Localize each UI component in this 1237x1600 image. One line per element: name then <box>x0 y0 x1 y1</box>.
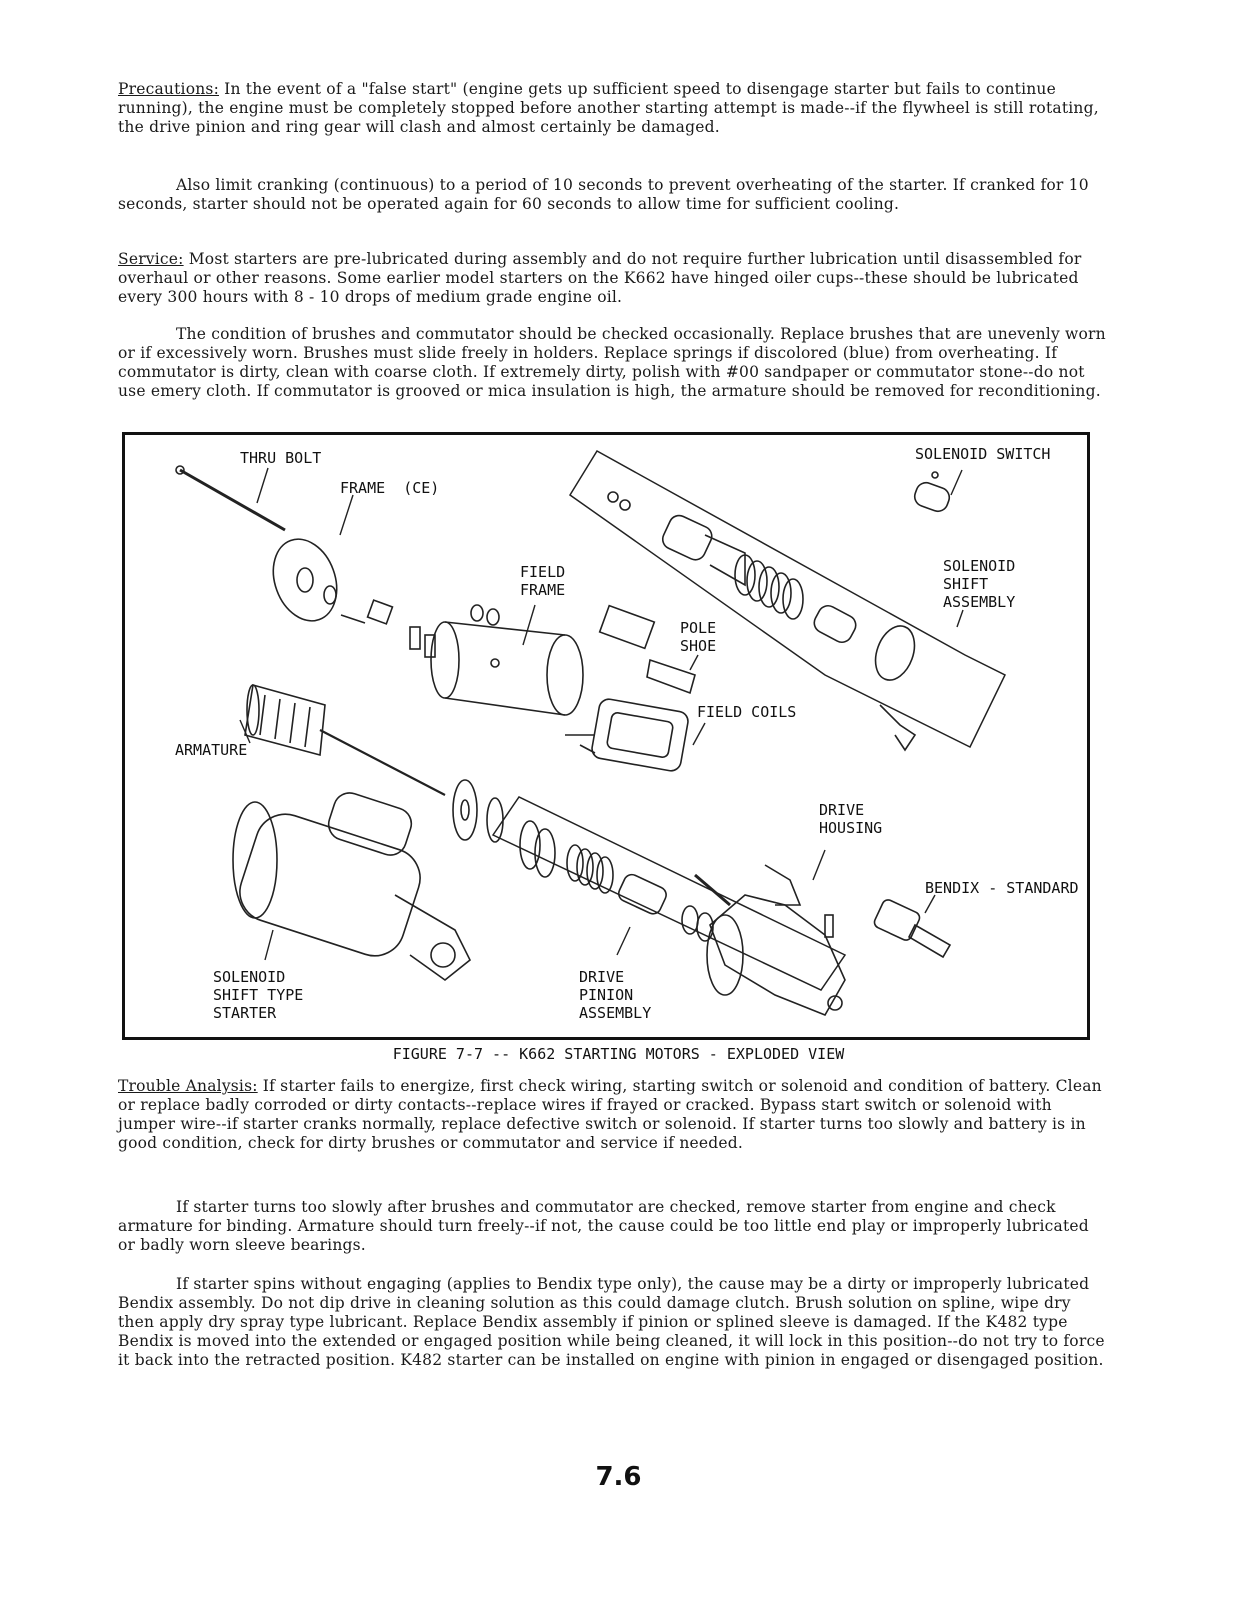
trouble-analysis-text: If starter fails to energize, first check wiring, starting switch or solenoid and condition of battery. Clean or replace badly corroded or dirty contacts--replace wires if frayed or cracked. Bypass start switch or solenoid with jumper wire--if starter cranks normally, replace defective switch or solenoid. If starter turns too slowly and battery is in good condition, check for dirty brushes or commutator and service if needed. <box>118 1077 1102 1152</box>
bendix-text: If starter spins without engaging (applies to Bendix type only), the cause may be a dirty or improperly lubricated Bendix assembly. Do not dip drive in cleaning solution as this could damage clutch. Brush solution on spline, wipe dry then apply dry spray type lubricant. Replace Bendix assembly if pinion or splined sleeve is damaged. If the K482 type Bendix is moved into the extended or engaged position while being cleaned, it will lock in this position--do not try to force it back into the retracted position. K482 starter can be installed on engine with pinion in engaged or disengaged position. <box>118 1275 1105 1369</box>
paragraph-precautions <box>118 80 1108 137</box>
label-solenoid-switch: SOLENOID SWITCH <box>915 445 1051 463</box>
label-drive-pinion-assembly: DRIVE PINION ASSEMBLY <box>579 968 652 1022</box>
label-solenoid-shift-type-starter: SOLENOID SHIFT TYPE STARTER <box>213 968 304 1022</box>
label-bendix-standard: BENDIX - STANDARD <box>925 879 1079 897</box>
brushes-text: The condition of brushes and commutator should be checked occasionally. Replace brushes that are unevenly worn or if excessively worn. Brushes must slide freely in holders. Replace springs if discolored (blue) from overheating. If commutator is dirty, clean with coarse cloth. If extremely dirty, polish with #00 sandpaper or commutator stone--do not use emery cloth. If commutator is grooved or mica insulation is high, the armature should be removed for reconditioning. <box>118 325 1106 400</box>
cranking-limit-text: Also limit cranking (continuous) to a period of 10 seconds to prevent overheating of the starter. If cranked for 10 seconds, starter should not be operated again for 60 seconds to allow time for sufficient cooling. <box>118 176 1089 213</box>
paragraph-trouble-analysis <box>118 1077 1108 1153</box>
label-solenoid-shift-assembly: SOLENOID SHIFT ASSEMBLY <box>943 557 1016 611</box>
label-frame-ce: FRAME (CE) <box>340 479 440 497</box>
trouble-analysis-heading: Trouble Analysis: <box>118 1077 258 1095</box>
exploded-view-figure <box>122 432 1090 1040</box>
label-drive-housing: DRIVE HOUSING <box>819 801 883 837</box>
starter-drawing <box>125 435 1087 1037</box>
label-armature: ARMATURE <box>175 741 248 759</box>
label-field-frame: FIELD FRAME <box>520 563 566 599</box>
paragraph-bendix <box>118 1275 1108 1370</box>
service-text: Most starters are pre-lubricated during assembly and do not require further lubrication until disassembled for overhaul or other reasons. Some earlier model starters on the K662 have hinged oiler cups--these should be lubricated every 300 hours with 8 - 10 drops of medium grade engine oil. <box>118 250 1082 306</box>
label-field-coils: FIELD COILS <box>697 703 797 721</box>
figure-caption: FIGURE 7-7 -- K662 STARTING MOTORS - EXPLODED VIEW <box>392 1045 845 1063</box>
paragraph-brushes <box>118 325 1108 401</box>
paragraph-cranking-limit <box>118 176 1108 214</box>
page-number: 7.6 <box>595 1462 642 1492</box>
precautions-text: In the event of a "false start" (engine gets up sufficient speed to disengage starter but fails to continue running), the engine must be completely stopped before another starting attempt is made--if the flywheel is still rotating, the drive pinion and ring gear will clash and almost certainly be damaged. <box>118 80 1099 136</box>
label-pole-shoe: POLE SHOE <box>680 619 717 655</box>
service-heading: Service: <box>118 250 184 268</box>
paragraph-slow-turning <box>118 1198 1108 1255</box>
slow-turning-text: If starter turns too slowly after brushes and commutator are checked, remove starter from engine and check armature for binding. Armature should turn freely--if not, the cause could be too little end play or improperly lubricated or badly worn sleeve bearings. <box>118 1198 1089 1254</box>
precautions-heading: Precautions: <box>118 80 219 98</box>
label-thru-bolt: THRU BOLT <box>240 449 322 467</box>
paragraph-service <box>118 250 1108 307</box>
